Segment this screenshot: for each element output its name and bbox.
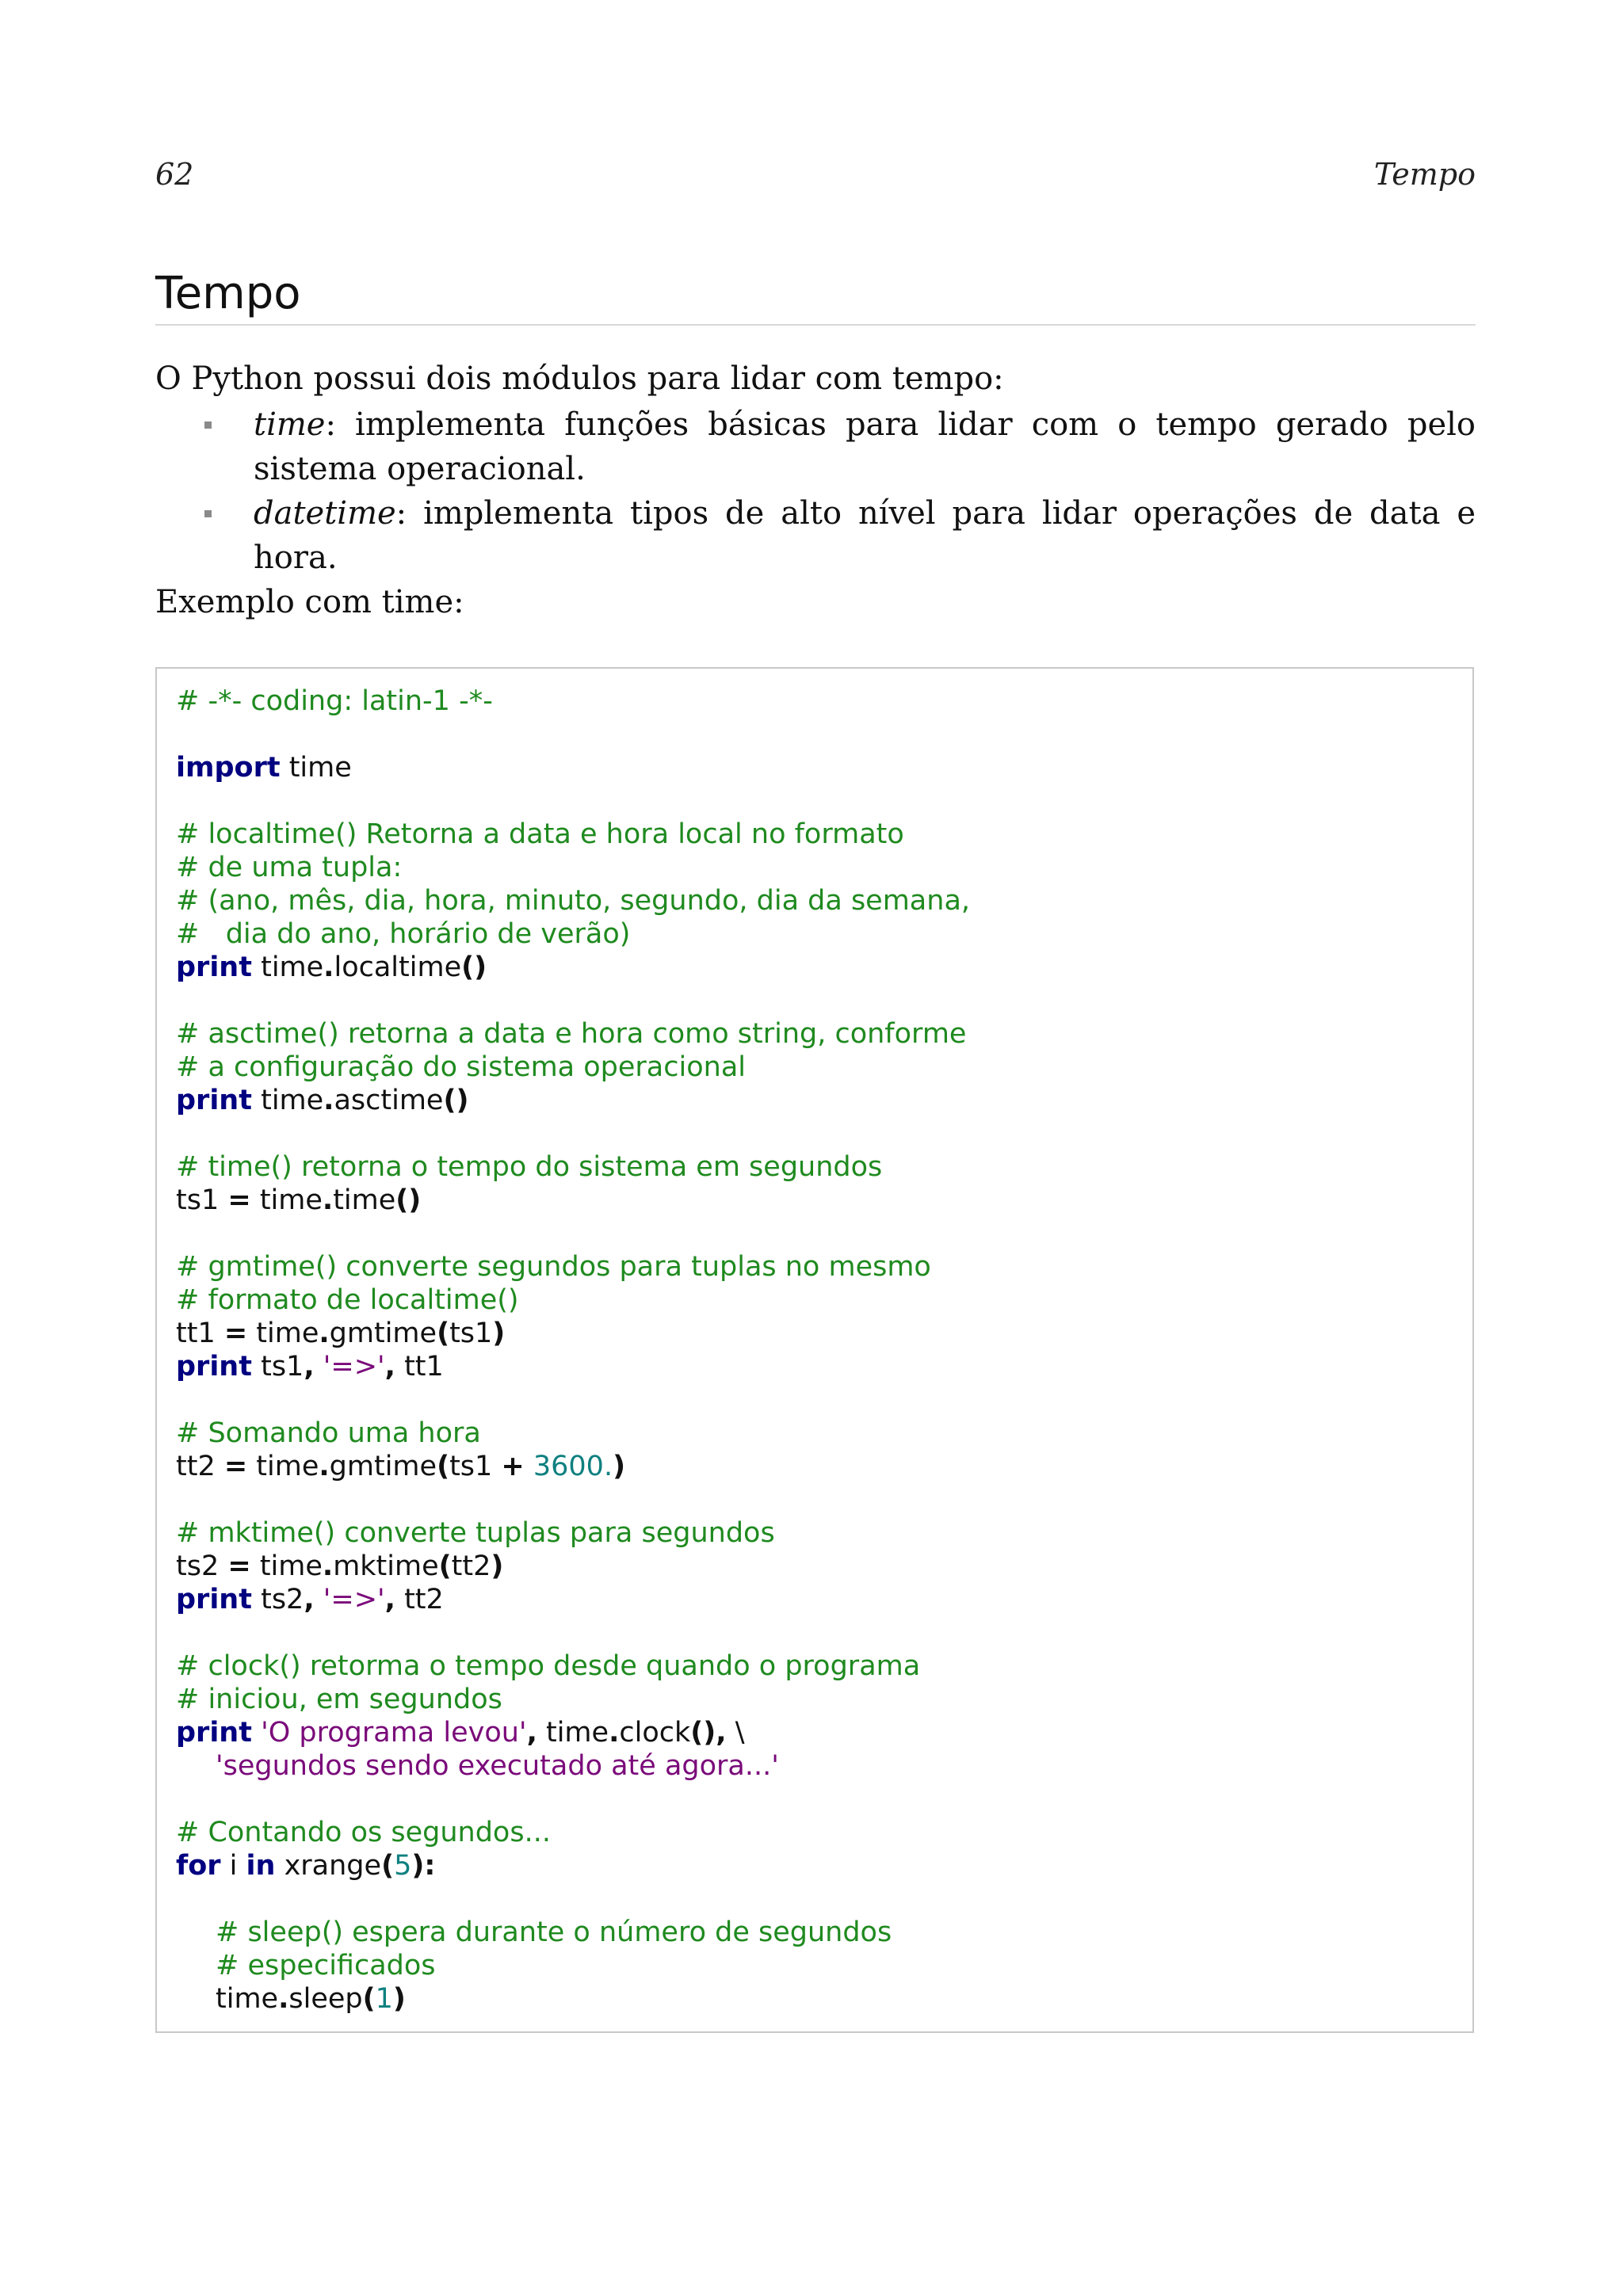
code-operator: = bbox=[227, 1550, 251, 1582]
code-line bbox=[176, 1982, 970, 2016]
module-description: : implementa funções básicas para lidar com o tempo gerado pelo sistema operacional. bbox=[254, 406, 1476, 487]
code-line bbox=[176, 1816, 970, 1849]
code-keyword: print bbox=[176, 952, 252, 983]
code-text: gmtime bbox=[329, 1451, 437, 1482]
code-text: time bbox=[250, 1550, 323, 1582]
code-line-blank bbox=[176, 784, 970, 818]
code-operator: ( bbox=[438, 1550, 452, 1582]
code-operator: = bbox=[223, 1451, 248, 1482]
code-operator: () bbox=[395, 1184, 422, 1216]
code-operator: ): bbox=[411, 1850, 436, 1882]
code-keyword: import bbox=[176, 752, 281, 784]
code-text: time bbox=[247, 1318, 319, 1349]
square-bullet-icon bbox=[204, 421, 212, 429]
code-string: '=>' bbox=[314, 1584, 385, 1615]
code-operator: = bbox=[223, 1318, 248, 1349]
code-text: time bbox=[251, 1085, 324, 1116]
code-text: localtime bbox=[334, 952, 462, 983]
code-text: ts1 bbox=[449, 1451, 502, 1482]
code-line bbox=[176, 685, 970, 718]
code-text: \ bbox=[726, 1717, 745, 1749]
code-line-blank bbox=[176, 1783, 970, 1816]
code-string: '=>' bbox=[314, 1351, 385, 1383]
code-text: tt1 bbox=[395, 1351, 444, 1383]
code-operator: . bbox=[278, 1983, 289, 2015]
code-keyword: print bbox=[176, 1351, 252, 1383]
code-operator: , bbox=[526, 1717, 537, 1749]
code-line-blank bbox=[176, 1117, 970, 1150]
module-description: : implementa tipos de alto nível para lidar operações de data e hora. bbox=[254, 495, 1476, 576]
code-text: tt2 bbox=[176, 1451, 224, 1482]
example-label: Exemplo com time: bbox=[155, 584, 464, 620]
code-text: time bbox=[247, 1451, 319, 1482]
code-number: 3600. bbox=[524, 1451, 613, 1482]
code-comment: # dia do ano, horário de verão) bbox=[176, 918, 631, 950]
code-operator: ( bbox=[437, 1451, 450, 1482]
code-line bbox=[176, 1184, 970, 1217]
running-header bbox=[155, 157, 1476, 204]
code-line bbox=[176, 951, 970, 984]
code-line bbox=[176, 1283, 970, 1317]
code-operator: . bbox=[609, 1717, 620, 1749]
square-bullet-icon bbox=[204, 510, 212, 517]
code-operator: . bbox=[323, 952, 334, 983]
code-text: time bbox=[280, 752, 352, 784]
code-comment: # de uma tupla: bbox=[176, 852, 403, 883]
code-text: xrange bbox=[275, 1850, 382, 1882]
code-line-blank bbox=[176, 718, 970, 751]
code-operator: , bbox=[304, 1351, 315, 1383]
code-comment: # -*- coding: latin-1 -*- bbox=[176, 685, 493, 717]
code-text: time bbox=[251, 952, 324, 983]
code-comment: # a configuração do sistema operacional bbox=[176, 1051, 746, 1083]
code-line-blank bbox=[176, 1483, 970, 1516]
code-line bbox=[176, 1650, 970, 1683]
code-line bbox=[176, 1516, 970, 1550]
code-line bbox=[176, 1450, 970, 1483]
code-number: 1 bbox=[375, 1983, 393, 2015]
code-comment: # time() retorna o tempo do sistema em segundos bbox=[176, 1151, 883, 1183]
module-term: time bbox=[254, 406, 326, 443]
running-title: Tempo bbox=[1373, 157, 1476, 192]
code-text: time bbox=[216, 1983, 279, 2015]
code-text: time bbox=[537, 1717, 609, 1749]
code-text: ts1 bbox=[251, 1351, 304, 1383]
code-text: time bbox=[250, 1184, 323, 1216]
code-keyword: print bbox=[176, 1085, 252, 1116]
code-text: tt2 bbox=[395, 1584, 444, 1615]
code-line bbox=[176, 1017, 970, 1051]
code-operator: () bbox=[690, 1717, 716, 1749]
code-operator: , bbox=[716, 1717, 727, 1749]
code-comment: # asctime() retorna a data e hora como string, conforme bbox=[176, 1018, 967, 1050]
code-text: tt1 bbox=[176, 1318, 224, 1349]
code-comment: # Somando uma hora bbox=[176, 1417, 481, 1449]
code-line-blank bbox=[176, 1383, 970, 1417]
code-text: gmtime bbox=[329, 1318, 437, 1349]
code-line-blank bbox=[176, 1882, 970, 1916]
list-item bbox=[155, 402, 1476, 491]
code-comment: # gmtime() converte segundos para tuplas no mesmo bbox=[176, 1251, 931, 1283]
code-keyword: print bbox=[176, 1584, 252, 1615]
code-line bbox=[176, 1949, 970, 1982]
code-line bbox=[176, 1417, 970, 1450]
code-operator: . bbox=[319, 1318, 330, 1349]
code-operator: () bbox=[461, 952, 487, 983]
code-text: asctime bbox=[334, 1085, 444, 1116]
code-text: sleep bbox=[288, 1983, 363, 2015]
code-line bbox=[176, 917, 970, 951]
code-line bbox=[176, 1051, 970, 1084]
code-operator: ( bbox=[362, 1983, 376, 2015]
code-line bbox=[176, 1683, 970, 1716]
code-line bbox=[176, 1550, 970, 1583]
list-item bbox=[155, 491, 1476, 580]
code-operator: ) bbox=[492, 1318, 506, 1349]
code-line bbox=[176, 1749, 970, 1783]
code-text: i bbox=[220, 1850, 246, 1882]
code-comment: # formato de localtime() bbox=[176, 1284, 519, 1316]
code-number: 5 bbox=[394, 1850, 412, 1882]
code-operator: ( bbox=[437, 1318, 450, 1349]
code-comment: # clock() retorma o tempo desde quando o programa bbox=[176, 1650, 921, 1682]
intro-paragraph: O Python possui dois módulos para lidar com tempo: bbox=[155, 360, 1004, 397]
code-comment: # localtime() Retorna a data e hora local no formato bbox=[176, 818, 904, 850]
code-text: ts1 bbox=[449, 1318, 493, 1349]
code-text: mktime bbox=[333, 1550, 439, 1582]
code-operator: . bbox=[322, 1184, 334, 1216]
code-line bbox=[176, 884, 970, 917]
code-text: clock bbox=[619, 1717, 691, 1749]
code-line bbox=[176, 1849, 970, 1882]
code-text: tt2 bbox=[451, 1550, 491, 1582]
code-line bbox=[176, 1583, 970, 1616]
code-line bbox=[176, 1084, 970, 1117]
page-number: 62 bbox=[155, 157, 194, 192]
code-operator: + bbox=[501, 1451, 525, 1482]
code-string: 'segundos sendo executado até agora...' bbox=[216, 1750, 779, 1782]
code-operator: () bbox=[443, 1085, 469, 1116]
code-operator: ) bbox=[392, 1983, 406, 2015]
code-operator: ) bbox=[491, 1550, 504, 1582]
code-text: ts1 bbox=[176, 1184, 228, 1216]
code-operator: , bbox=[384, 1351, 395, 1383]
code-line bbox=[176, 1716, 970, 1749]
section-title: Tempo bbox=[155, 268, 1476, 326]
code-line bbox=[176, 751, 970, 784]
module-list bbox=[155, 402, 1476, 580]
code-operator: , bbox=[384, 1584, 395, 1615]
code-comment: # (ano, mês, dia, hora, minuto, segundo, dia da semana, bbox=[176, 885, 971, 917]
code-comment: # Contando os segundos... bbox=[176, 1817, 551, 1848]
code-line-blank bbox=[176, 1616, 970, 1650]
module-term: datetime bbox=[254, 495, 396, 532]
code-keyword: print bbox=[176, 1717, 252, 1749]
code-text: time bbox=[333, 1184, 396, 1216]
code-operator: ( bbox=[381, 1850, 395, 1882]
code-operator: , bbox=[304, 1584, 315, 1615]
code-line-blank bbox=[176, 1217, 970, 1250]
code-line bbox=[176, 1150, 970, 1184]
code-line bbox=[176, 818, 970, 851]
code-line bbox=[176, 851, 970, 884]
code-string: 'O programa levou' bbox=[251, 1717, 527, 1749]
code-keyword: for bbox=[176, 1850, 221, 1882]
code-operator: . bbox=[323, 1085, 334, 1116]
code-operator: ) bbox=[613, 1451, 626, 1482]
code-line bbox=[176, 1317, 970, 1350]
code-operator: = bbox=[227, 1184, 251, 1216]
code-operator: . bbox=[319, 1451, 330, 1482]
code-comment: # sleep() espera durante o número de segundos bbox=[216, 1917, 892, 1948]
code-listing bbox=[155, 667, 1474, 2033]
code-line bbox=[176, 1916, 970, 1949]
code-operator: . bbox=[322, 1550, 334, 1582]
code-comment: # especificados bbox=[216, 1950, 436, 1981]
code-comment: # mktime() converte tuplas para segundos bbox=[176, 1517, 775, 1549]
code-line bbox=[176, 1250, 970, 1283]
code-block bbox=[176, 685, 970, 2016]
code-line-blank bbox=[176, 984, 970, 1017]
code-text: ts2 bbox=[251, 1584, 304, 1615]
code-text: ts2 bbox=[176, 1550, 228, 1582]
code-keyword: in bbox=[246, 1850, 276, 1882]
code-comment: # iniciou, em segundos bbox=[176, 1684, 502, 1715]
code-line bbox=[176, 1350, 970, 1383]
